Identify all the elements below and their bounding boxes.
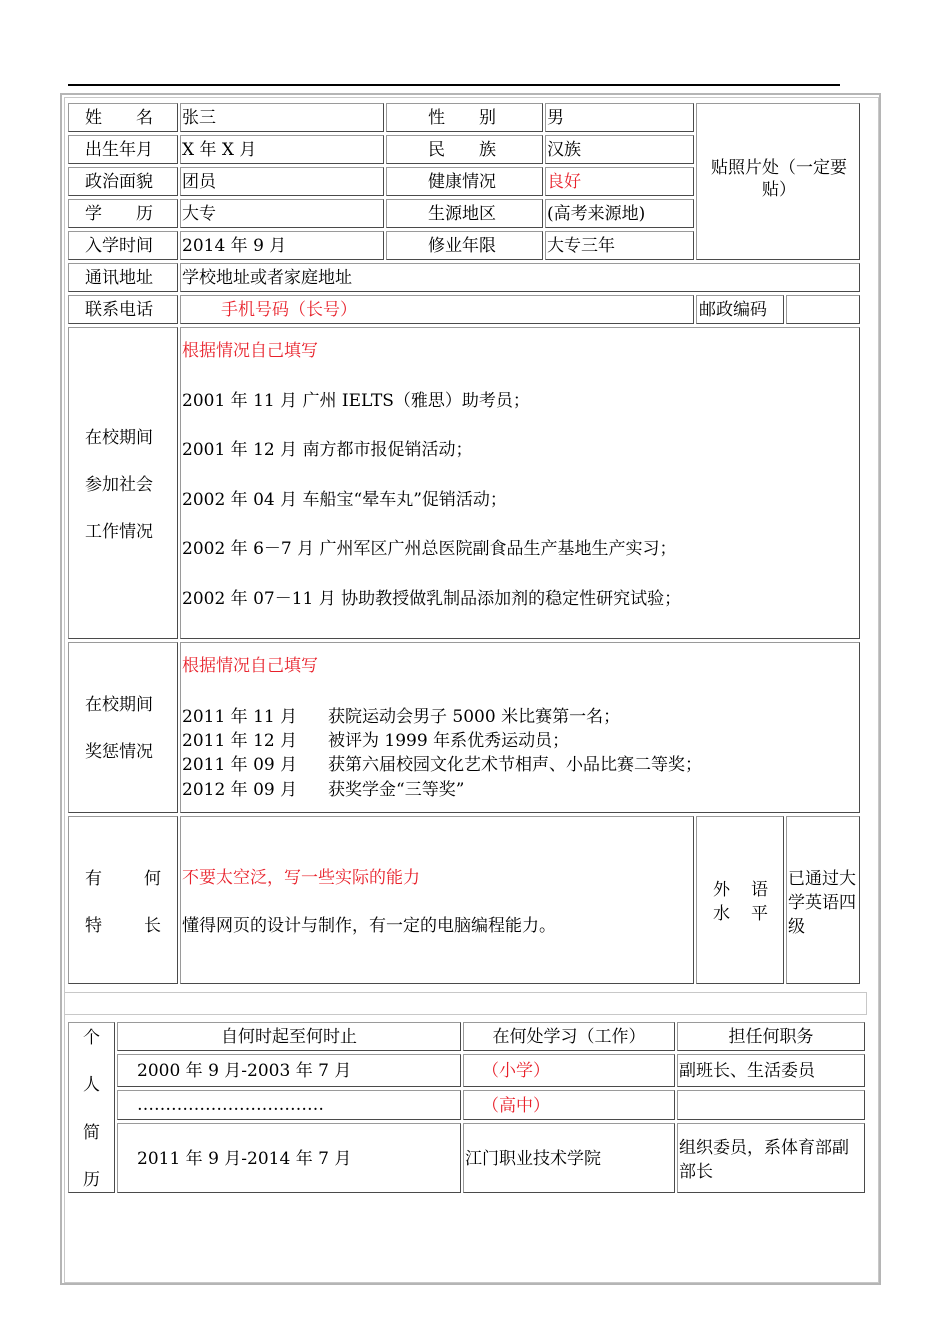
birth-label-cell [68,135,178,164]
gender-label-cell [386,103,543,132]
awards-content-cell [180,642,860,813]
name-value: 张三 [182,108,216,128]
resume-period: 2011 年 9 月-2014 年 7 月 [137,1149,352,1169]
enroll-label-cell [68,231,178,260]
resume-header-label: 担任何职务 [728,1027,814,1047]
name-label-cell [68,103,178,132]
awards-label-cell [68,642,178,813]
gender-value: 男 [547,108,564,128]
political-value: 团员 [182,172,216,192]
skills-label-char: 何 [144,869,161,889]
name-label: 姓 名 [85,108,153,128]
phone-value: 手机号码（长号） [221,300,357,320]
health-value: 良好 [547,172,581,192]
award-date: 2011 年 09 月 [182,755,298,775]
education-value: 大专 [182,204,216,224]
social-item: 2001 年 12 月 南方都市报促销活动； [182,440,473,460]
social-label-cell [68,327,178,639]
language-label-char: 语 [751,880,768,900]
resume-place: （小学） [482,1061,550,1081]
resume-side-char: 历 [83,1170,100,1190]
gender-label: 性 别 [428,108,496,128]
gender-value-cell [545,103,694,132]
social-hint: 根据情况自己填写 [182,341,318,361]
health-value-cell [545,167,694,196]
language-label-cell [696,816,784,984]
political-value-cell [180,167,384,196]
duration-label: 修业年限 [428,236,496,256]
origin-value-cell [545,199,694,228]
skills-label-cell [68,816,178,984]
social-item: 2002 年 6－7 月 广州军区广州总医院副食品生产基地生产实习； [182,539,677,559]
health-label: 健康情况 [428,172,496,192]
resume-header-role [677,1022,865,1051]
photo-placeholder: 贴照片处（一定要贴） [711,158,847,200]
resume-period-cell [117,1054,461,1087]
origin-label: 生源地区 [428,204,496,224]
duration-value: 大专三年 [547,236,615,256]
skills-text: 懂得网页的设计与制作，有一定的电脑编程能力。 [182,916,556,936]
resume-role: 组织委员，系体育部副部长 [679,1138,849,1182]
postcode-value-cell [786,295,860,324]
health-label-cell [386,167,543,196]
origin-label-cell [386,199,543,228]
name-value-cell [180,103,384,132]
award-date: 2011 年 11 月 [182,707,298,727]
award-text: 获奖学金“三等奖” [328,780,465,800]
ethnic-label: 民 族 [428,140,496,160]
enroll-label: 入学时间 [85,236,153,256]
duration-value-cell [545,231,694,260]
social-label-line-2: 参加社会 [85,475,153,495]
top-rule [68,84,840,86]
birth-value-cell [180,135,384,164]
social-label-line-3: 工作情况 [85,522,153,542]
address-label-cell [68,263,178,292]
political-label-cell [68,167,178,196]
address-value: 学校地址或者家庭地址 [182,268,352,288]
resume-side-label-cell [68,1022,115,1193]
language-label-char: 平 [751,904,768,924]
language-value: 已通过大学英语四级 [788,869,856,937]
language-label-char: 水 [713,904,730,924]
award-text: 获第六届校园文化艺术节相声、小品比赛二等奖； [328,755,702,775]
duration-label-cell [386,231,543,260]
education-value-cell [180,199,384,228]
social-item: 2001 年 11 月 广州 IELTS（雅思）助考员； [182,391,530,411]
resume-place-cell [463,1090,675,1120]
awards-label-line-1: 在校期间 [85,695,153,715]
birth-value: X 年 X 月 [182,140,257,160]
awards-hint: 根据情况自己填写 [182,656,318,676]
skills-content-cell [180,816,694,984]
phone-value-cell [180,295,694,324]
ethnic-value: 汉族 [547,140,581,160]
skills-label-char: 长 [144,916,161,936]
skills-hint: 不要太空泛，写一些实际的能力 [182,868,420,888]
address-value-cell [180,263,860,292]
resume-place: 江门职业技术学院 [465,1149,601,1169]
resume-header-label: 自何时起至何时止 [221,1027,357,1047]
award-date: 2012 年 09 月 [182,780,298,800]
resume-side-char: 个 [83,1028,100,1048]
social-item: 2002 年 07－11 月 协助教授做乳制品添加剂的稳定性研究试验； [182,589,682,609]
phone-label-cell [68,295,178,324]
enroll-value: 2014 年 9 月 [182,236,287,256]
resume-period: 2000 年 9 月-2003 年 7 月 [137,1061,352,1081]
education-label: 学 历 [85,204,153,224]
resume-period-cell [117,1123,461,1193]
social-content-cell [180,327,860,639]
award-date: 2011 年 12 月 [182,731,298,751]
spacer-row [64,992,867,1015]
social-label-line-1: 在校期间 [85,428,153,448]
resume-header-period [117,1022,461,1051]
skills-label-char: 特 [85,916,102,936]
language-label-char: 外 [713,880,730,900]
education-label-cell [68,199,178,228]
phone-label: 联系电话 [85,300,153,320]
address-label: 通讯地址 [85,268,153,288]
award-text: 获院运动会男子 5000 米比赛第一名； [328,707,621,727]
resume-side-char: 简 [83,1123,100,1143]
resume-side-char: 人 [83,1075,100,1095]
resume-role-cell [677,1054,865,1087]
enroll-value-cell [180,231,384,260]
resume-period-cell [117,1090,461,1120]
social-item: 2002 年 04 月 车船宝“晕车丸”促销活动； [182,490,507,510]
postcode-label-cell [696,295,784,324]
postcode-label: 邮政编码 [699,300,767,320]
photo-cell [696,103,860,260]
ethnic-label-cell [386,135,543,164]
ethnic-value-cell [545,135,694,164]
origin-value: (高考来源地) [547,204,646,224]
resume-header-place [463,1022,675,1051]
resume-role: 副班长、生活委员 [679,1061,815,1081]
political-label: 政治面貌 [85,172,153,192]
resume-role-cell [677,1123,865,1193]
resume-place-cell [463,1123,675,1193]
birth-label: 出生年月 [85,140,153,160]
awards-label-line-2: 奖惩情况 [85,742,153,762]
resume-period: …………………………… [137,1095,324,1115]
resume-place: （高中） [482,1096,550,1116]
resume-header-label: 在何处学习（工作） [492,1027,646,1047]
resume-place-cell [463,1054,675,1087]
resume-role-cell [677,1090,865,1120]
language-value-cell [786,816,860,984]
award-text: 被评为 1999 年系优秀运动员； [328,731,570,751]
skills-label-char: 有 [85,869,102,889]
